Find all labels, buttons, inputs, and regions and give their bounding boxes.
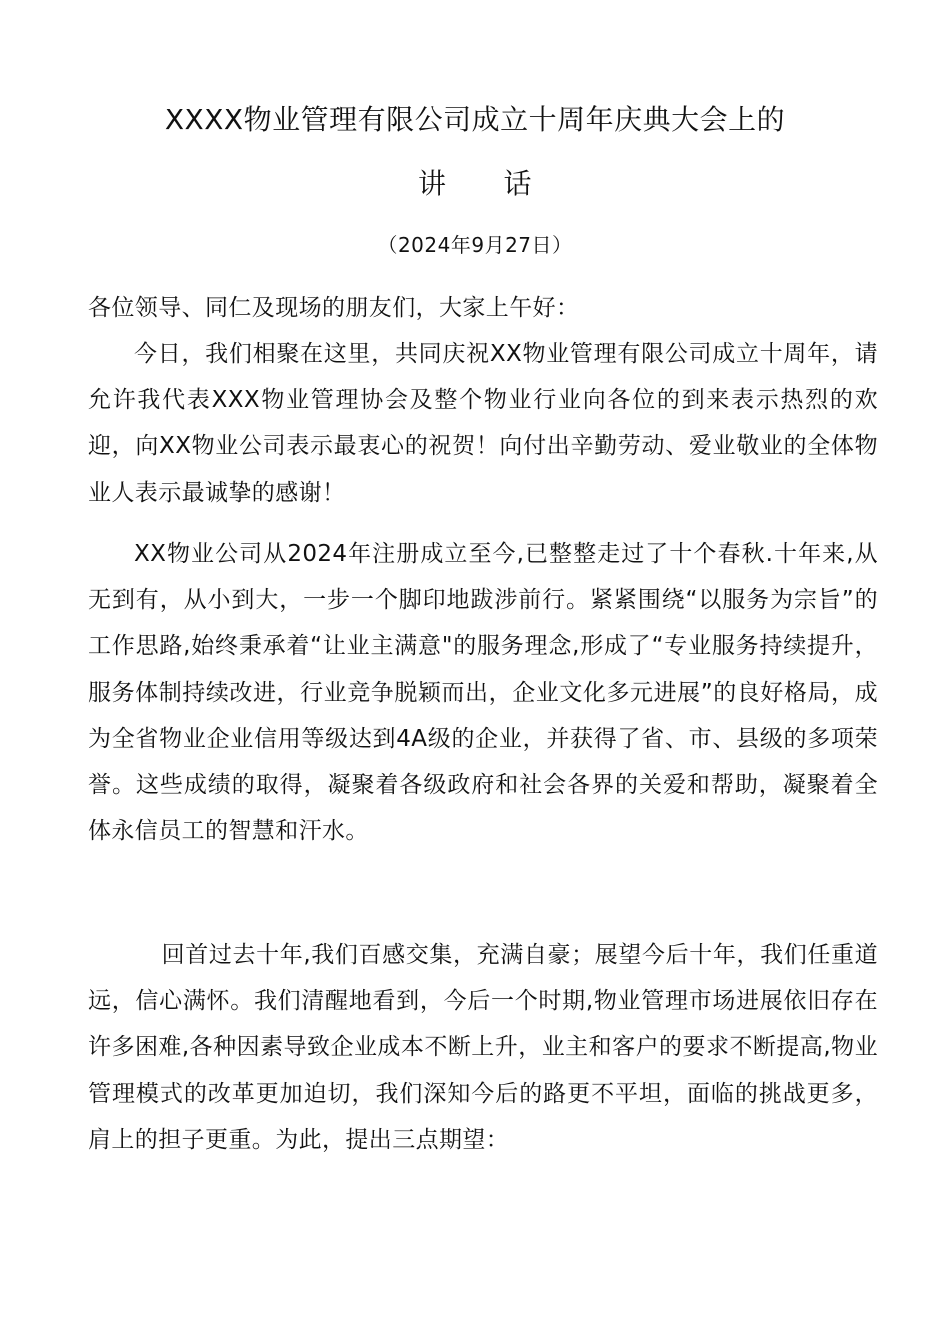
paragraph-3: 回首过去十年,我们百感交集，充满自豪；展望今后十年，我们任重道远，信心满怀。我们清醒地看到，今后一个时期,物业管理市场进展依旧存在许多困难,各种因素导致企业成本不断上升，业主和客户的要求不断提高,物业管理模式的改革更加迫切，我们深知今后的路更不平坦，面临的挑战更多，肩上的担子更重。为此，提出三点期望：: [88, 942, 878, 1153]
document-title: XXXX物业管理有限公司成立十周年庆典大会上的: [164, 103, 786, 136]
paragraph-1: 今日，我们相聚在这里，共同庆祝XX物业管理有限公司成立十周年，请允许我代表XXX物业管理协会及整个物业行业向各位的到来表示热烈的欢迎，向XX物业公司表示最衷心的祝贺！向付出辛勤劳动、爱业敬业的全体物业人表示最诚挚的感谢！: [88, 341, 878, 506]
document-subtitle: 讲 话: [417, 167, 532, 200]
paragraph-2: XX物业公司从2024年注册成立至今,已整整走过了十个春秋.十年来,从无到有，从小到大，一步一个脚印地跋涉前行。紧紧围绕“以服务为宗旨”的工作思路,始终秉承着“让业主满意"的服务理念,形成了“专业服务持续提升，服务体制持续改进，行业竞争脱颖而出，企业文化多元进展”的良好格局，成为全省物业企业信用等级达到4A级的企业，并获得了省、市、县级的多项荣誉。这些成绩的取得，凝聚着各级政府和社会各界的关爱和帮助，凝聚着全体永信员工的智慧和汗水。: [88, 541, 878, 845]
document-date: （2024年9月27日）: [377, 233, 573, 257]
greeting: 各位领导、同仁及现场的朋友们，大家上午好：: [88, 295, 580, 321]
